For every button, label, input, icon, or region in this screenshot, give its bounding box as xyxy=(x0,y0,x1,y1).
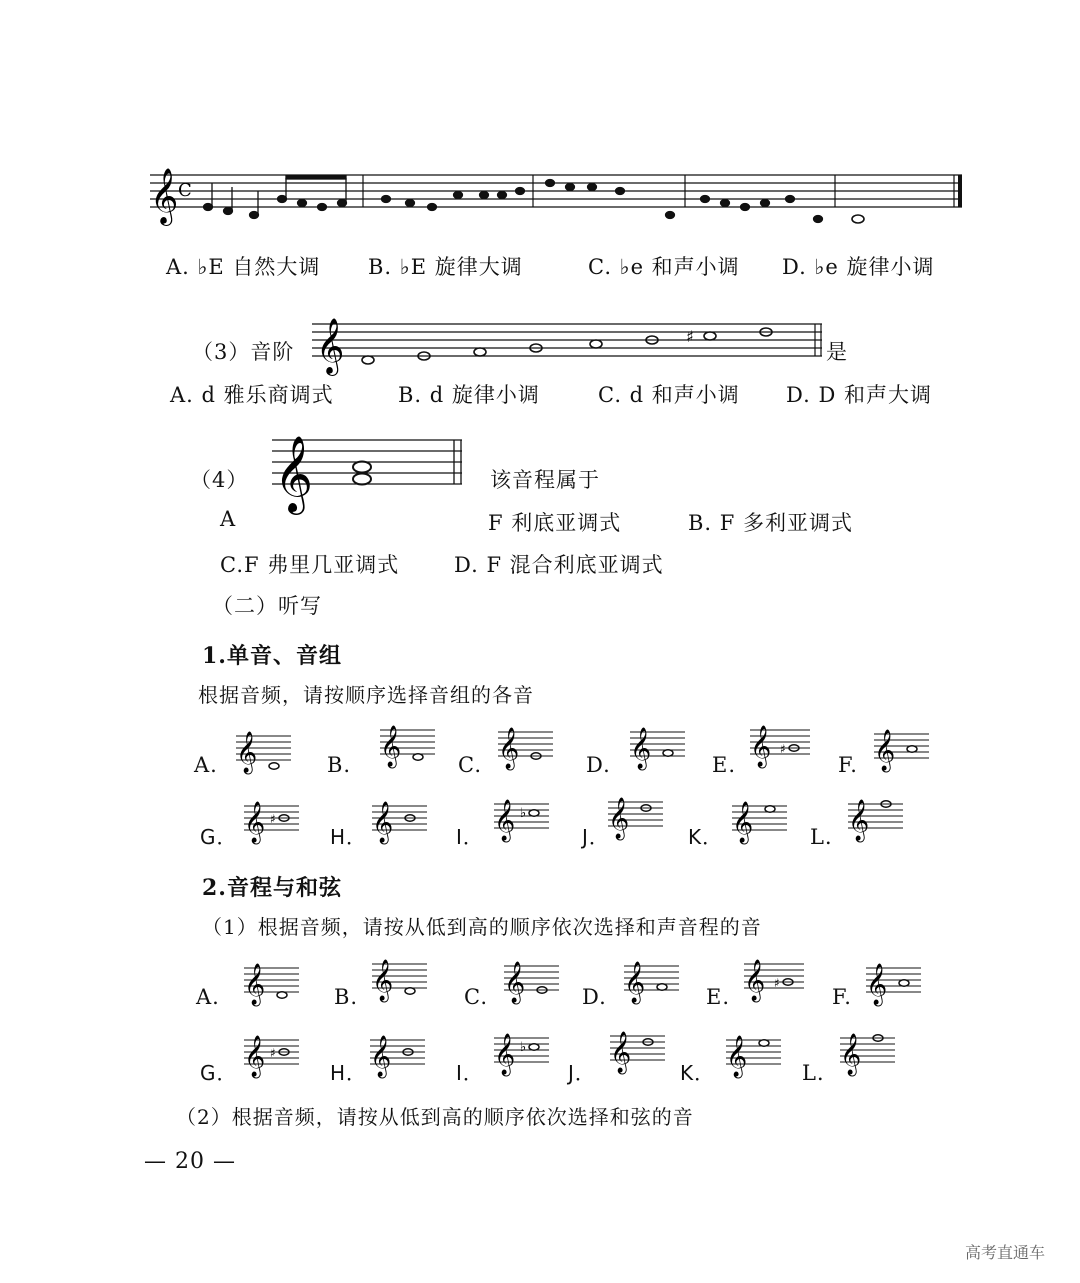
svg-text:♯: ♯ xyxy=(780,742,786,756)
q3-option-b[interactable]: B. d 旋律小调 xyxy=(398,383,540,407)
svg-text:𝄞: 𝄞 xyxy=(732,802,754,843)
svg-text:𝄞: 𝄞 xyxy=(750,726,772,767)
svg-text:♯: ♯ xyxy=(270,1046,276,1060)
p2-label-d[interactable]: D. xyxy=(582,985,607,1009)
q2-option-c[interactable]: C. ♭e 和声小调 xyxy=(588,255,740,279)
svg-text:𝄞: 𝄞 xyxy=(610,1032,632,1073)
p2-staff-b[interactable] xyxy=(372,954,432,1000)
svg-text:𝄞: 𝄞 xyxy=(372,960,394,1001)
p2-staff-h[interactable] xyxy=(370,1030,430,1076)
svg-text:𝄞: 𝄞 xyxy=(726,1036,748,1077)
p1-staff-d[interactable] xyxy=(630,722,690,768)
p2-staff-i[interactable] xyxy=(494,1028,554,1074)
p1-label-b[interactable]: B. xyxy=(327,753,352,777)
p1-staff-h[interactable] xyxy=(372,796,432,842)
melody-staff xyxy=(150,170,970,240)
q4-prefix: （4） xyxy=(190,468,249,492)
scale-staff xyxy=(312,314,832,374)
p1-label-k[interactable]: K． xyxy=(688,825,724,849)
p2-label-g[interactable]: G． xyxy=(200,1061,238,1085)
p2-staff-a[interactable] xyxy=(244,958,304,1004)
p2-staff-l[interactable] xyxy=(840,1028,900,1074)
q2-option-a[interactable]: A. ♭E 自然大调 xyxy=(166,255,321,279)
svg-text:𝄞: 𝄞 xyxy=(866,964,888,1005)
p1-staff-b[interactable] xyxy=(380,720,440,766)
p1-staff-a[interactable] xyxy=(236,726,296,772)
p1-label-f[interactable]: F. xyxy=(838,753,858,777)
svg-text:𝄞: 𝄞 xyxy=(370,1036,392,1077)
q4-option-a[interactable]: A xyxy=(220,507,237,531)
q3-suffix: 是 xyxy=(826,340,848,364)
p1-staff-c[interactable] xyxy=(498,722,558,768)
p1-label-i[interactable]: I． xyxy=(456,825,484,849)
svg-text:𝄞: 𝄞 xyxy=(150,168,179,224)
p1-label-c[interactable]: C. xyxy=(458,753,482,777)
svg-text:𝄞: 𝄞 xyxy=(874,730,896,771)
q3-option-a[interactable]: A. d 雅乐商调式 xyxy=(170,383,334,407)
svg-text:𝄞: 𝄞 xyxy=(372,802,394,843)
svg-text:𝄞: 𝄞 xyxy=(848,800,870,841)
part2-heading: 2.音程与和弦 xyxy=(202,875,342,901)
p1-label-a[interactable]: A. xyxy=(194,753,218,777)
q2-option-b[interactable]: B. ♭E 旋律大调 xyxy=(368,255,523,279)
p2-label-l[interactable]: L． xyxy=(802,1061,839,1085)
svg-text:♯: ♯ xyxy=(686,327,694,346)
q4-option-d[interactable]: D. F 混合利底亚调式 xyxy=(454,553,664,577)
p1-staff-l[interactable] xyxy=(848,794,908,840)
svg-text:𝄞: 𝄞 xyxy=(494,1034,516,1075)
svg-text:♯: ♯ xyxy=(774,976,780,990)
p2-staff-e[interactable] xyxy=(744,954,808,1000)
svg-text:𝄞: 𝄞 xyxy=(380,726,402,767)
p2-staff-d[interactable] xyxy=(624,956,684,1002)
watermark: 高考直通车 xyxy=(965,1243,1046,1262)
p1-label-e[interactable]: E. xyxy=(712,753,737,777)
p2-label-e[interactable]: E. xyxy=(706,985,731,1009)
p1-label-h[interactable]: H． xyxy=(330,825,368,849)
svg-text:𝄞: 𝄞 xyxy=(494,800,516,841)
svg-text:♯: ♯ xyxy=(270,812,276,826)
svg-text:𝄞: 𝄞 xyxy=(244,1036,266,1077)
q3-option-d[interactable]: D. D 和声大调 xyxy=(786,383,932,407)
svg-text:𝄞: 𝄞 xyxy=(316,318,345,374)
part2-instruction-2: （2）根据音频，请按从低到高的顺序依次选择和弦的音 xyxy=(176,1105,694,1129)
p1-label-d[interactable]: D. xyxy=(586,753,611,777)
svg-text:♭: ♭ xyxy=(520,806,527,821)
svg-text:𝄞: 𝄞 xyxy=(236,732,258,773)
interval-staff xyxy=(272,422,472,512)
p2-label-k[interactable]: K． xyxy=(680,1061,716,1085)
part1-instruction: 根据音频，请按顺序选择音组的各音 xyxy=(198,683,534,707)
p1-label-j[interactable]: J． xyxy=(582,825,610,849)
svg-text:𝄞: 𝄞 xyxy=(274,435,314,512)
part1-heading: 1.单音、音组 xyxy=(202,643,342,669)
p2-label-h[interactable]: H． xyxy=(330,1061,368,1085)
p2-label-j[interactable]: J． xyxy=(568,1061,596,1085)
q4-option-a-text: F 利底亚调式 xyxy=(488,511,622,535)
p1-label-l[interactable]: L． xyxy=(810,825,847,849)
p2-staff-j[interactable] xyxy=(610,1026,670,1072)
svg-text:𝄞: 𝄞 xyxy=(840,1034,862,1075)
svg-text:𝄞: 𝄞 xyxy=(630,728,652,769)
p1-staff-j[interactable] xyxy=(608,792,668,838)
svg-text:𝄞: 𝄞 xyxy=(504,962,526,1003)
p2-staff-g[interactable] xyxy=(244,1030,304,1076)
p1-staff-k[interactable] xyxy=(732,796,792,842)
svg-text:𝄞: 𝄞 xyxy=(244,964,266,1005)
p1-staff-e[interactable] xyxy=(750,720,814,766)
svg-text:𝄞: 𝄞 xyxy=(244,802,266,843)
q3-option-c[interactable]: C. d 和声小调 xyxy=(598,383,740,407)
p2-label-f[interactable]: F. xyxy=(832,985,852,1009)
p2-label-i[interactable]: I． xyxy=(456,1061,484,1085)
p2-label-a[interactable]: A. xyxy=(196,985,220,1009)
q4-suffix: 该音程属于 xyxy=(490,468,600,492)
part2-instruction: （1）根据音频，请按从低到高的顺序依次选择和声音程的音 xyxy=(202,915,762,939)
page-number: — 20 — xyxy=(144,1149,236,1174)
svg-text:♭: ♭ xyxy=(520,1040,527,1055)
p1-staff-f[interactable] xyxy=(874,724,934,770)
svg-text:𝄞: 𝄞 xyxy=(744,960,766,1001)
p2-staff-k[interactable] xyxy=(726,1030,786,1076)
q2-option-d[interactable]: D. ♭e 旋律小调 xyxy=(782,255,935,279)
p2-label-c[interactable]: C. xyxy=(464,985,488,1009)
p1-staff-g[interactable] xyxy=(244,796,304,842)
svg-text:𝄞: 𝄞 xyxy=(608,798,630,839)
svg-text:𝄞: 𝄞 xyxy=(498,728,520,769)
q4-option-b[interactable]: B. F 多利亚调式 xyxy=(688,511,854,535)
q3-prefix: （3）音阶 xyxy=(192,340,295,364)
p1-label-g[interactable]: G． xyxy=(200,825,238,849)
p2-staff-c[interactable] xyxy=(504,956,564,1002)
p1-staff-i[interactable] xyxy=(494,794,554,840)
q4-option-c[interactable]: C.F 弗里几亚调式 xyxy=(220,553,400,577)
section-title: （二）听写 xyxy=(212,594,322,618)
p2-staff-f[interactable] xyxy=(866,958,926,1004)
svg-text:𝄞: 𝄞 xyxy=(624,962,646,1003)
p2-label-b[interactable]: B. xyxy=(334,985,359,1009)
svg-text:C: C xyxy=(178,180,192,201)
